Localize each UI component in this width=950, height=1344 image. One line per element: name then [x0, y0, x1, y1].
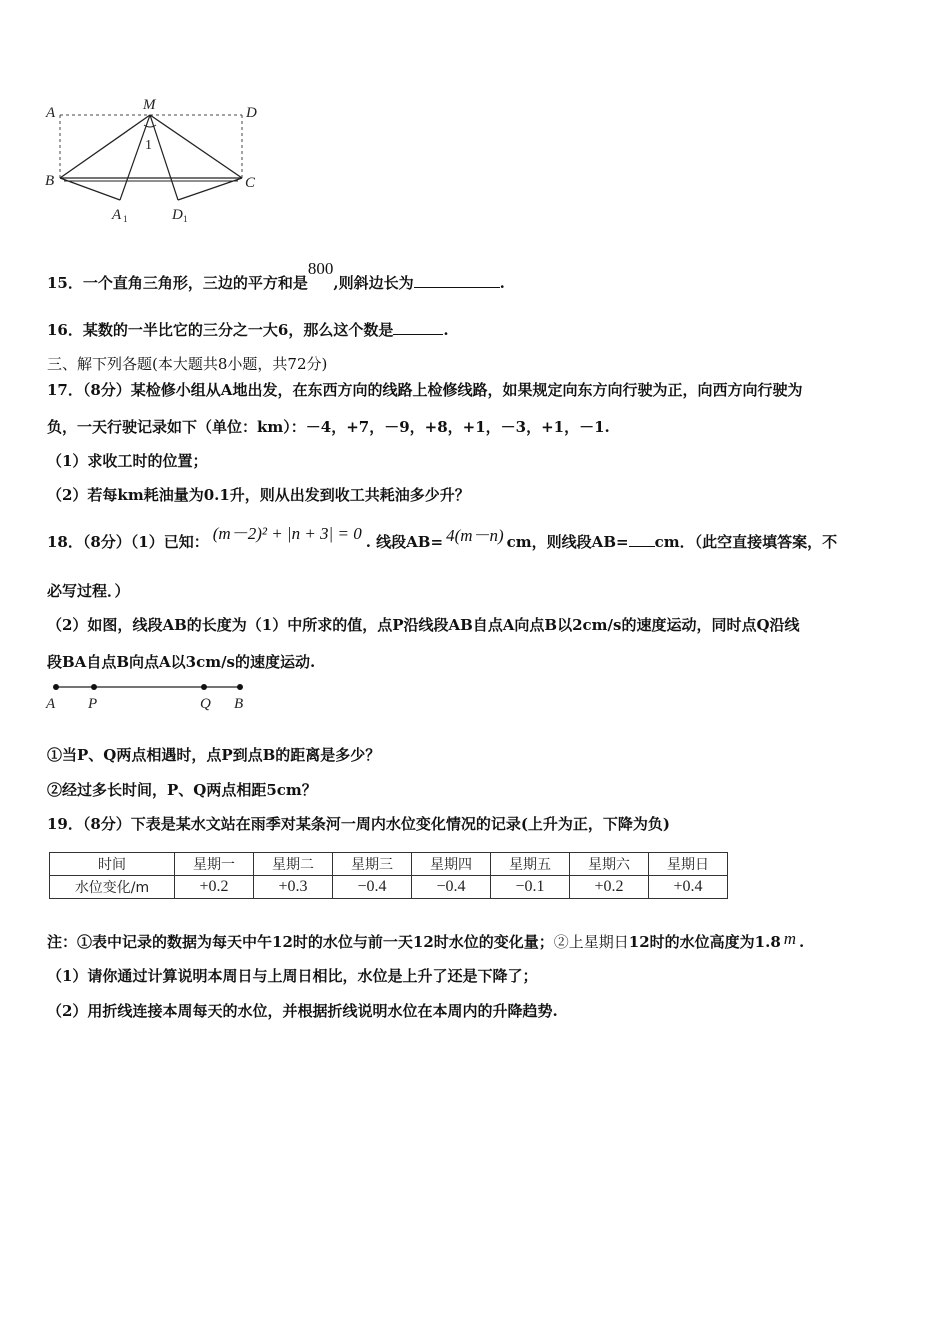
- segment-mb: [60, 115, 150, 178]
- table-cell: −0.1: [491, 876, 570, 899]
- question-15: [47, 259, 505, 293]
- q15-end: .: [499, 274, 505, 292]
- label-c: C: [245, 175, 256, 191]
- table-header-cell: 时间: [50, 853, 175, 876]
- table-cell: +0.2: [570, 876, 649, 899]
- question-16: [47, 320, 449, 340]
- label-b: B: [45, 173, 55, 189]
- section-3-title: 三、解下列各题(本大题共8小题，共72分): [47, 355, 328, 373]
- q18-suffix-2: cm．（此空直接填答案，不: [654, 533, 838, 551]
- q18-sub-2: ②经过多长时间，P、Q两点相距5cm？: [47, 781, 317, 799]
- table-cell: +0.2: [175, 876, 254, 899]
- q15-prefix: 15．一个直角三角形，三边的平方和是: [47, 274, 308, 292]
- q15-suffix: ,则斜边长为: [333, 274, 414, 292]
- label-point-q: Q: [200, 696, 211, 712]
- table-header-cell: 星期三: [333, 853, 412, 876]
- label-angle-1: 1: [145, 138, 152, 153]
- point-p: [91, 684, 97, 690]
- table-header-cell: 星期五: [491, 853, 570, 876]
- label-m: M: [143, 97, 156, 113]
- q18-suffix: cm，则线段AB=: [506, 533, 629, 551]
- q19-note: [47, 929, 805, 952]
- q15-value: 800: [307, 259, 334, 278]
- label-d1-sub: 1: [183, 214, 188, 224]
- label-point-b: B: [234, 696, 244, 712]
- q18-equation-2: 4(m－n): [446, 526, 504, 545]
- q19-note-prefix: 注：①表中记录的数据为每天中午12时的水位与前一天12时水位的变化量；: [47, 933, 554, 951]
- label-point-p: P: [88, 696, 98, 712]
- label-d: D: [246, 105, 257, 121]
- q19-text: 19．（8分）下表是某水文站在雨季对某条河一周内水位变化情况的记录(上升为正，下降为负): [47, 815, 671, 833]
- segment-md1: [150, 115, 178, 200]
- q16-end: .: [443, 321, 449, 339]
- q18-line-2: 必写过程．）: [47, 582, 130, 600]
- q18-part2-line-1: （2）如图，线段AB的长度为（1）中所求的值，点P沿线段AB自点A向点B以2cm/s的速度运动，同时点Q沿线: [47, 616, 800, 634]
- segment-ab-figure: [40, 678, 260, 718]
- q18-prefix: 18．（8分）（1）已知：: [47, 533, 209, 551]
- table-header-cell: 星期六: [570, 853, 649, 876]
- point-b: [237, 684, 243, 690]
- q16-text: 16．某数的一半比它的三分之一大6，那么这个数是: [47, 321, 394, 339]
- q16-answer-blank[interactable]: [393, 320, 443, 335]
- q15-answer-blank[interactable]: [414, 273, 500, 288]
- label-a1: A: [112, 207, 122, 223]
- q17-sub-2: （2）若每km耗油量为0.1升，则从出发到收工共耗油多少升？: [47, 486, 470, 504]
- q17-sub-1: （1）求收工时的位置；: [47, 452, 208, 470]
- table-cell: +0.3: [254, 876, 333, 899]
- q18-answer-blank[interactable]: [629, 532, 655, 547]
- q18-mid: . 线段AB=: [365, 533, 444, 551]
- point-a: [53, 684, 59, 690]
- point-q: [201, 684, 207, 690]
- label-point-a: A: [46, 696, 56, 712]
- table-cell: −0.4: [333, 876, 412, 899]
- water-level-table: [49, 852, 728, 899]
- label-a: A: [46, 105, 56, 121]
- folded-rectangle-figure: [40, 95, 270, 230]
- q18-line-1: [47, 524, 838, 552]
- q17-line-2: 负，一天行驶记录如下（单位：km）：－4，+7，－9，+8，+1，－3，+1，－1.: [47, 418, 610, 436]
- table-header-cell: 星期日: [649, 853, 728, 876]
- segment-ma1: [120, 115, 150, 200]
- table-row: [50, 876, 728, 899]
- table-cell: −0.4: [412, 876, 491, 899]
- q19-sub-2: （2）用折线连接本周每天的水位，并根据折线说明水位在本周内的升降趋势.: [47, 1002, 558, 1020]
- q18-equation-1: (m－2)² + |n + 3| = 0: [212, 524, 362, 543]
- q19-note-mid-2: 12时的水位高度为1.8: [628, 933, 781, 951]
- table-row-label: 水位变化/m: [50, 876, 175, 899]
- table-cell: +0.4: [649, 876, 728, 899]
- segment-mc: [150, 115, 242, 178]
- label-d1: D: [172, 207, 183, 223]
- q18-sub-1: ①当P、Q两点相遇时，点P到点B的距离是多少？: [47, 746, 381, 764]
- q19-note-end: .: [799, 933, 805, 951]
- table-header-cell: 星期四: [412, 853, 491, 876]
- table-header-row: [50, 853, 728, 876]
- label-a1-sub: 1: [123, 214, 128, 224]
- q19-sub-1: （1）请你通过计算说明本周日与上周日相比，水位是上升了还是下降了；: [47, 967, 538, 985]
- table-header-cell: 星期一: [175, 853, 254, 876]
- q18-part2-line-2: 段BA自点B向点A以3cm/s的速度运动.: [47, 653, 316, 671]
- table-header-cell: 星期二: [254, 853, 333, 876]
- q17-line-1: 17．（8分）某检修小组从A地出发，在东西方向的线路上检修线路，如果规定向东方向行驶为正，向西方向行驶为: [47, 381, 803, 399]
- q19-note-unit: m: [783, 929, 797, 948]
- q19-note-mid: ②上星期日: [553, 933, 629, 951]
